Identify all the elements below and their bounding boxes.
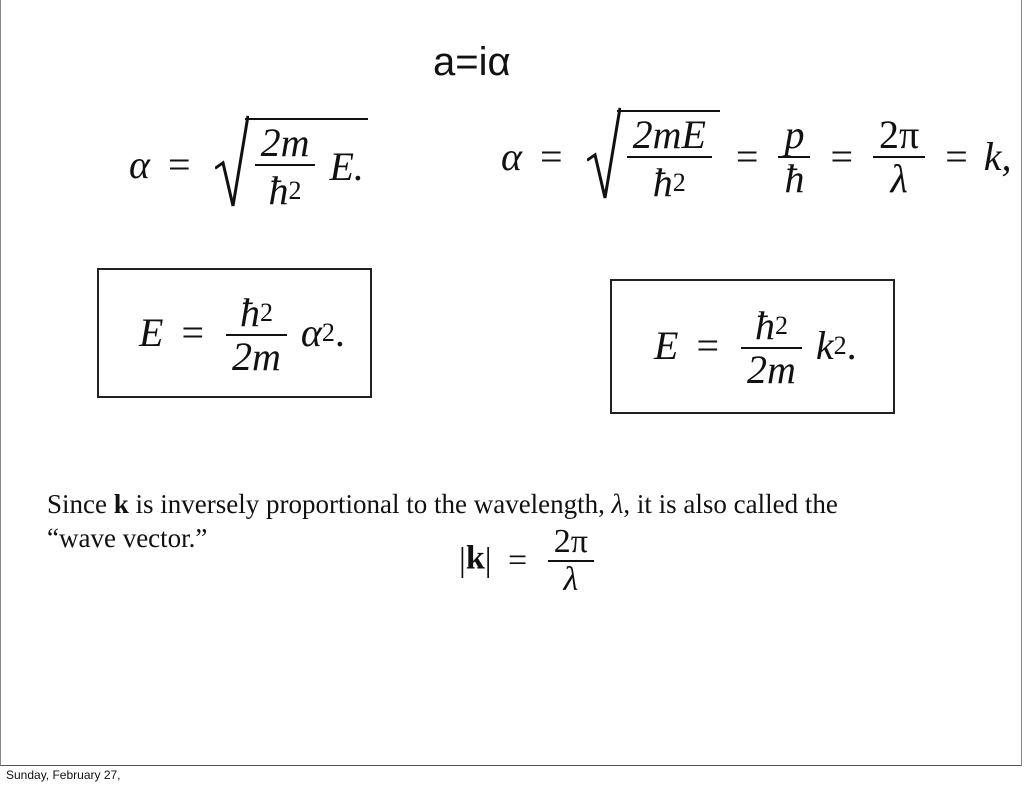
eq1-hbar: ħ [268,167,289,213]
eq1-fraction [255,122,316,212]
eq1-denominator [255,166,316,212]
eq2-num2: p [778,114,810,158]
box2-end: . [846,323,857,369]
boxed-equation-energy-k [610,279,895,414]
eq3-den: λ [563,560,579,598]
box2-lhs: E [654,323,679,369]
eq2-fraction-3 [873,111,925,201]
eq2-den1 [627,158,712,204]
box2-num [741,301,802,349]
box1-equals: = [181,310,204,356]
box1-lhs: E [139,310,164,356]
equation-wave-vector [459,524,598,597]
eq2-hbar-exp: 2 [672,168,686,198]
eq1-tail: E. [329,144,364,190]
para-lambda: λ [611,489,624,519]
eq3-equals: = [508,541,528,579]
box1-hbar-exp: 2 [259,298,273,328]
eq1-lhs: α [129,142,150,188]
eq2-hbar: ħ [652,159,673,205]
eq3-k: k [465,539,485,577]
box1-tail-exp: 2 [321,317,335,347]
eq2-den2: ħ [784,155,805,201]
eq1-hbar-exp: 2 [288,176,302,206]
box2-equals: = [696,323,719,369]
eq2-num1: 2mE [627,114,712,158]
box1-equation [139,288,345,378]
para-part1: Since [47,489,114,519]
box2-tail: k [815,323,834,369]
box1-end: . [334,310,345,356]
para-bold-k: k [113,489,129,519]
eq3-num: 2π [548,524,594,562]
para-line2: “wave vector.” [47,523,208,553]
eq2-fraction-2 [778,111,810,201]
eq3-bar-left: | [459,541,466,579]
radical-sign-icon [587,106,621,200]
eq2-equals-2: = [735,134,759,180]
eq2-sqrt [587,110,720,204]
eq2-num3: 2π [873,114,925,158]
eq2-equals-3: = [830,134,854,180]
box1-hbar: ħ [239,289,260,335]
eq1-equals: = [168,142,191,188]
box1-fraction [226,288,287,378]
box1-den: 2m [232,333,281,379]
eq2-fraction-1 [627,114,712,204]
box2-hbar: ħ [754,302,775,348]
eq1-numerator: 2m [255,122,316,166]
para-part2: is inversely proportional to the wavelength, [128,489,612,519]
equation-alpha-k [501,110,1012,204]
eq2-equals-1: = [540,134,563,180]
box2-equation [654,301,857,391]
radical-sign-icon [215,114,249,208]
boxed-equation-energy-alpha [97,268,372,398]
box2-fraction [741,301,802,391]
eq2-equals-4: = [945,134,968,180]
eq3-bar-right: | [484,541,492,579]
footer-date: Sunday, February 27, [6,768,121,782]
box2-hbar-exp: 2 [774,311,788,341]
box2-den: 2m [747,346,796,392]
eq3-fraction [548,524,594,597]
equation-alpha-definition [129,118,368,212]
eq1-sqrt [215,118,368,212]
eq2-tail: k, [983,134,1012,180]
box1-num [226,288,287,336]
eq2-den3: λ [890,155,908,201]
slide-title: a=iα [433,40,511,84]
para-part3: , it is also called the [623,489,838,519]
box1-tail: α [300,310,322,356]
box2-tail-exp: 2 [833,330,847,360]
eq2-lhs: α [501,134,522,180]
